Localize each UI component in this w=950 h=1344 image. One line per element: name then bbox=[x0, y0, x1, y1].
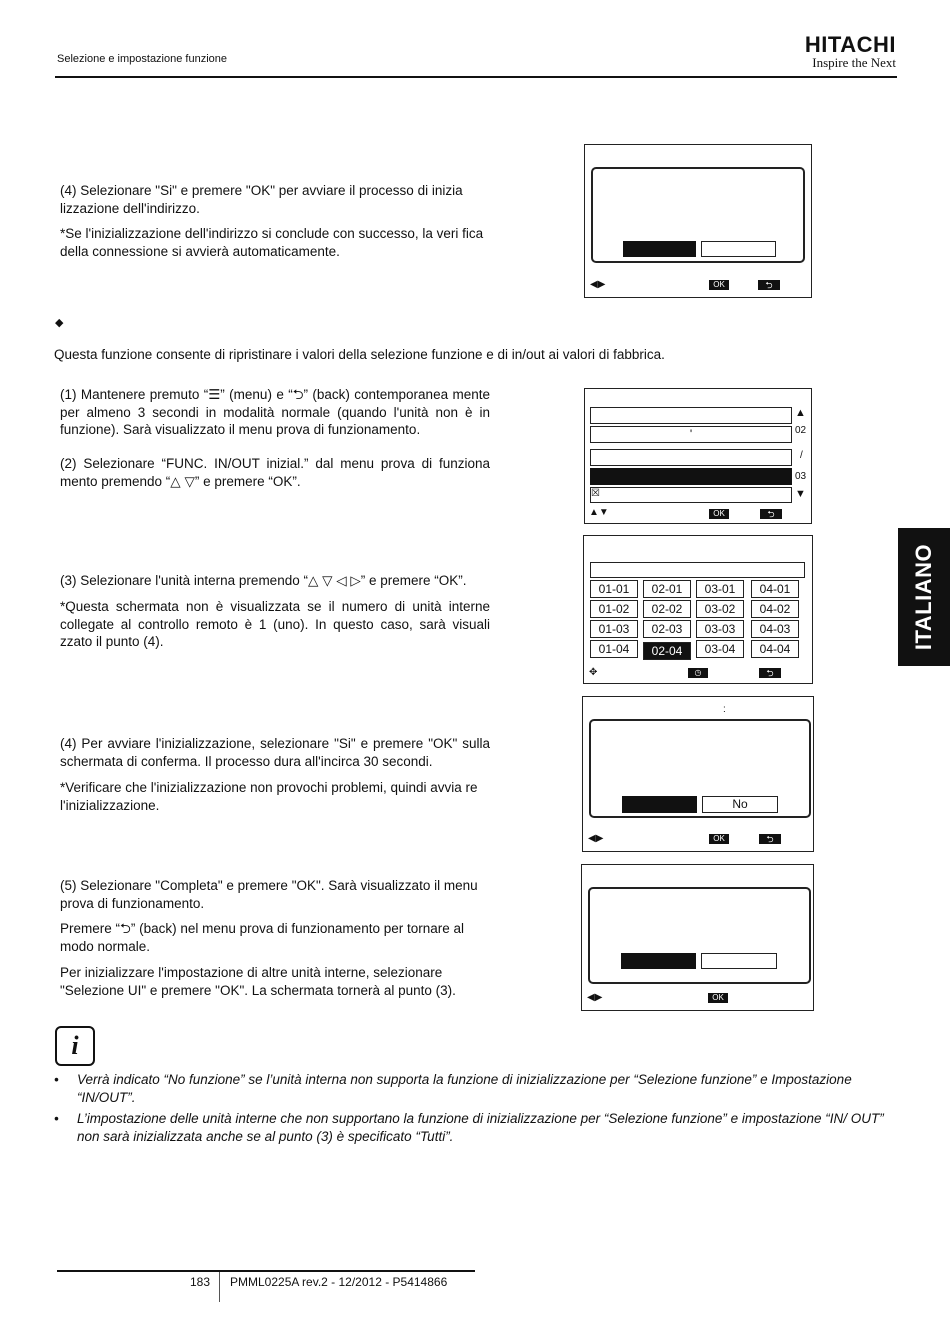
s2-step3: (3) Selezionare l'unità interna premendo “△ ▽ ◁ ▷” e premere “OK”. bbox=[60, 573, 467, 588]
colon-mark: : bbox=[723, 704, 726, 715]
menu-item-func-inout-selected[interactable] bbox=[590, 468, 792, 485]
menu-item-5[interactable] bbox=[590, 487, 792, 503]
page-number: 183 bbox=[190, 1275, 211, 1289]
unit-cell[interactable]: 04-03 bbox=[751, 620, 799, 638]
menu-item-2[interactable] bbox=[590, 426, 792, 443]
diamond-bullet: ◆ bbox=[55, 317, 64, 329]
unit-cell[interactable]: 01-02 bbox=[590, 600, 638, 618]
doc-reference: PMML0225A rev.2 - 12/2012 - P5414866 bbox=[230, 1275, 448, 1289]
menu-item-2-tick: ' bbox=[689, 427, 693, 441]
unit-cell[interactable]: 04-04 bbox=[751, 640, 799, 658]
info-note-icon: i bbox=[55, 1026, 95, 1066]
note-1: Verrà indicato “No funzione” se l’unità interna non supporta la funzione di inizializzazione per “Selezione funzione” e Impostazione “IN/OUT”. bbox=[77, 1072, 852, 1105]
language-tab-label: ITALIANO bbox=[911, 543, 936, 651]
back-button[interactable]: ⮌ bbox=[760, 509, 782, 519]
unit-cell[interactable]: 02-03 bbox=[643, 620, 691, 638]
down-arrow-icon[interactable]: ▼ bbox=[795, 488, 806, 500]
back-button[interactable]: ⮌ bbox=[759, 834, 781, 844]
checkbox-icon: ☒ bbox=[591, 488, 600, 499]
no-option[interactable] bbox=[701, 241, 776, 257]
footer-rule bbox=[57, 1270, 475, 1272]
left-right-icon: ◀▶ bbox=[587, 992, 603, 1003]
unit-header-bar bbox=[590, 562, 805, 578]
s2-step1: (1) Mantenere premuto “☰” (menu) e “⮌” (back) contemporanea mente per almeno 3 secondi in modalità normale (quando l'unità non è in funzione). Sarà visualizzato il menu prova di funzionamento. bbox=[60, 387, 490, 437]
s2-step5-other: Per inizializzare l'impostazione di altre unità interne, selezionare "Selezione UI" e premere "OK". La schermata tornerà al punto (3). bbox=[60, 965, 456, 998]
cross-arrows-icon: ✥ bbox=[589, 667, 598, 678]
back-button[interactable]: ⮌ bbox=[758, 280, 780, 290]
unit-cell[interactable]: 01-01 bbox=[590, 580, 638, 598]
s1-step4-note: *Se l'inizializzazione dell'indirizzo si conclude con successo, la veri fica della connessione si avvierà automaticamente. bbox=[60, 226, 484, 259]
hitachi-logo bbox=[778, 34, 896, 70]
logo-brand: HITACHI bbox=[804, 32, 896, 57]
complete-option-selected[interactable] bbox=[621, 953, 696, 969]
note-bullet-1: • bbox=[54, 1072, 59, 1087]
unit-cell[interactable]: 04-01 bbox=[751, 580, 799, 598]
screen-dialog bbox=[588, 887, 811, 984]
unit-cell[interactable]: 03-01 bbox=[696, 580, 744, 598]
menu-item-1[interactable] bbox=[590, 407, 792, 424]
unit-cell[interactable]: 03-03 bbox=[696, 620, 744, 638]
header-section-title: Selezione e impostazione funzione bbox=[57, 53, 228, 65]
screen-confirm-init bbox=[582, 696, 814, 852]
page-top: 02 bbox=[795, 425, 807, 436]
footer-separator bbox=[219, 1272, 220, 1302]
select-ui-option[interactable] bbox=[701, 953, 777, 969]
back-button[interactable]: ⮌ bbox=[759, 668, 781, 678]
unit-cell[interactable]: 02-02 bbox=[643, 600, 691, 618]
s2-step2: (2) Selezionare “FUNC. IN/OUT inizial.” dal menu prova di funziona mento premendo “△ ▽” e premere “OK”. bbox=[60, 456, 490, 489]
timer-button[interactable]: ◷ bbox=[688, 668, 708, 678]
unit-cell[interactable]: 04-02 bbox=[751, 600, 799, 618]
unit-cell[interactable]: 03-04 bbox=[696, 640, 744, 658]
unit-cell[interactable]: 01-04 bbox=[590, 640, 638, 658]
s2-step4: (4) Per avviare l'inizializzazione, selezionare "Si" e premere "OK" sulla schermata di conferma. Il processo dura all'incirca 30 secondi. bbox=[60, 736, 490, 769]
screen-complete bbox=[581, 864, 814, 1011]
s2-step4-note: *Verificare che l'inizializzazione non provochi problemi, quindi avvia re l'inizializzazione. bbox=[60, 780, 478, 813]
language-tab bbox=[898, 528, 950, 666]
no-option[interactable]: No bbox=[702, 796, 778, 813]
ok-button[interactable]: OK bbox=[709, 280, 729, 290]
up-arrow-icon[interactable]: ▲ bbox=[795, 407, 806, 419]
unit-cell[interactable]: 02-01 bbox=[643, 580, 691, 598]
s2-intro: Questa funzione consente di ripristinare i valori della selezione funzione e di in/out ai valori di fabbrica. bbox=[54, 347, 665, 362]
page-sep: / bbox=[800, 450, 803, 461]
up-down-icon: ▲▼ bbox=[589, 507, 609, 518]
screen-confirm-address bbox=[584, 144, 812, 298]
screen-test-menu bbox=[584, 388, 812, 524]
left-right-icon: ◀▶ bbox=[590, 279, 606, 290]
unit-cell[interactable]: 03-02 bbox=[696, 600, 744, 618]
s2-step3-note: *Questa schermata non è visualizzata se il numero di unità interne collegate al controllo remoto è 1 (uno). In questo caso, sarà visuali zzato il punto (4). bbox=[60, 599, 490, 649]
unit-cell[interactable]: 01-03 bbox=[590, 620, 638, 638]
logo-tagline: Inspire the Next bbox=[812, 55, 896, 70]
page-bottom: 03 bbox=[795, 471, 807, 482]
ok-button[interactable]: OK bbox=[708, 993, 728, 1003]
s1-step4: (4) Selezionare "Si" e premere "OK" per avviare il processo di inizia lizzazione dell'indirizzo. bbox=[60, 183, 463, 216]
unit-cell[interactable]: 02-04 bbox=[643, 642, 691, 660]
header-rule bbox=[55, 76, 897, 78]
s2-step5-back: Premere “⮌” (back) nel menu prova di funzionamento per tornare al modo normale. bbox=[60, 921, 465, 954]
s2-step5: (5) Selezionare "Completa" e premere "OK". Sarà visualizzato il menu prova di funzionamento. bbox=[60, 878, 478, 911]
yes-option-selected[interactable] bbox=[622, 796, 697, 813]
left-right-icon: ◀▶ bbox=[588, 833, 604, 844]
note-bullet-2: • bbox=[54, 1111, 59, 1126]
menu-item-3[interactable] bbox=[590, 449, 792, 466]
yes-option-selected[interactable] bbox=[623, 241, 696, 257]
screen-unit-select bbox=[583, 535, 813, 684]
ok-button[interactable]: OK bbox=[709, 509, 729, 519]
note-2: L’impostazione delle unità interne che non supportano la funzione di inizializzazione per “Selezione funzione” e impostazione “IN/ OUT” non sarà inizializzata anche se al punto (3) è specificato “Tutti”. bbox=[77, 1111, 884, 1144]
ok-button[interactable]: OK bbox=[709, 834, 729, 844]
